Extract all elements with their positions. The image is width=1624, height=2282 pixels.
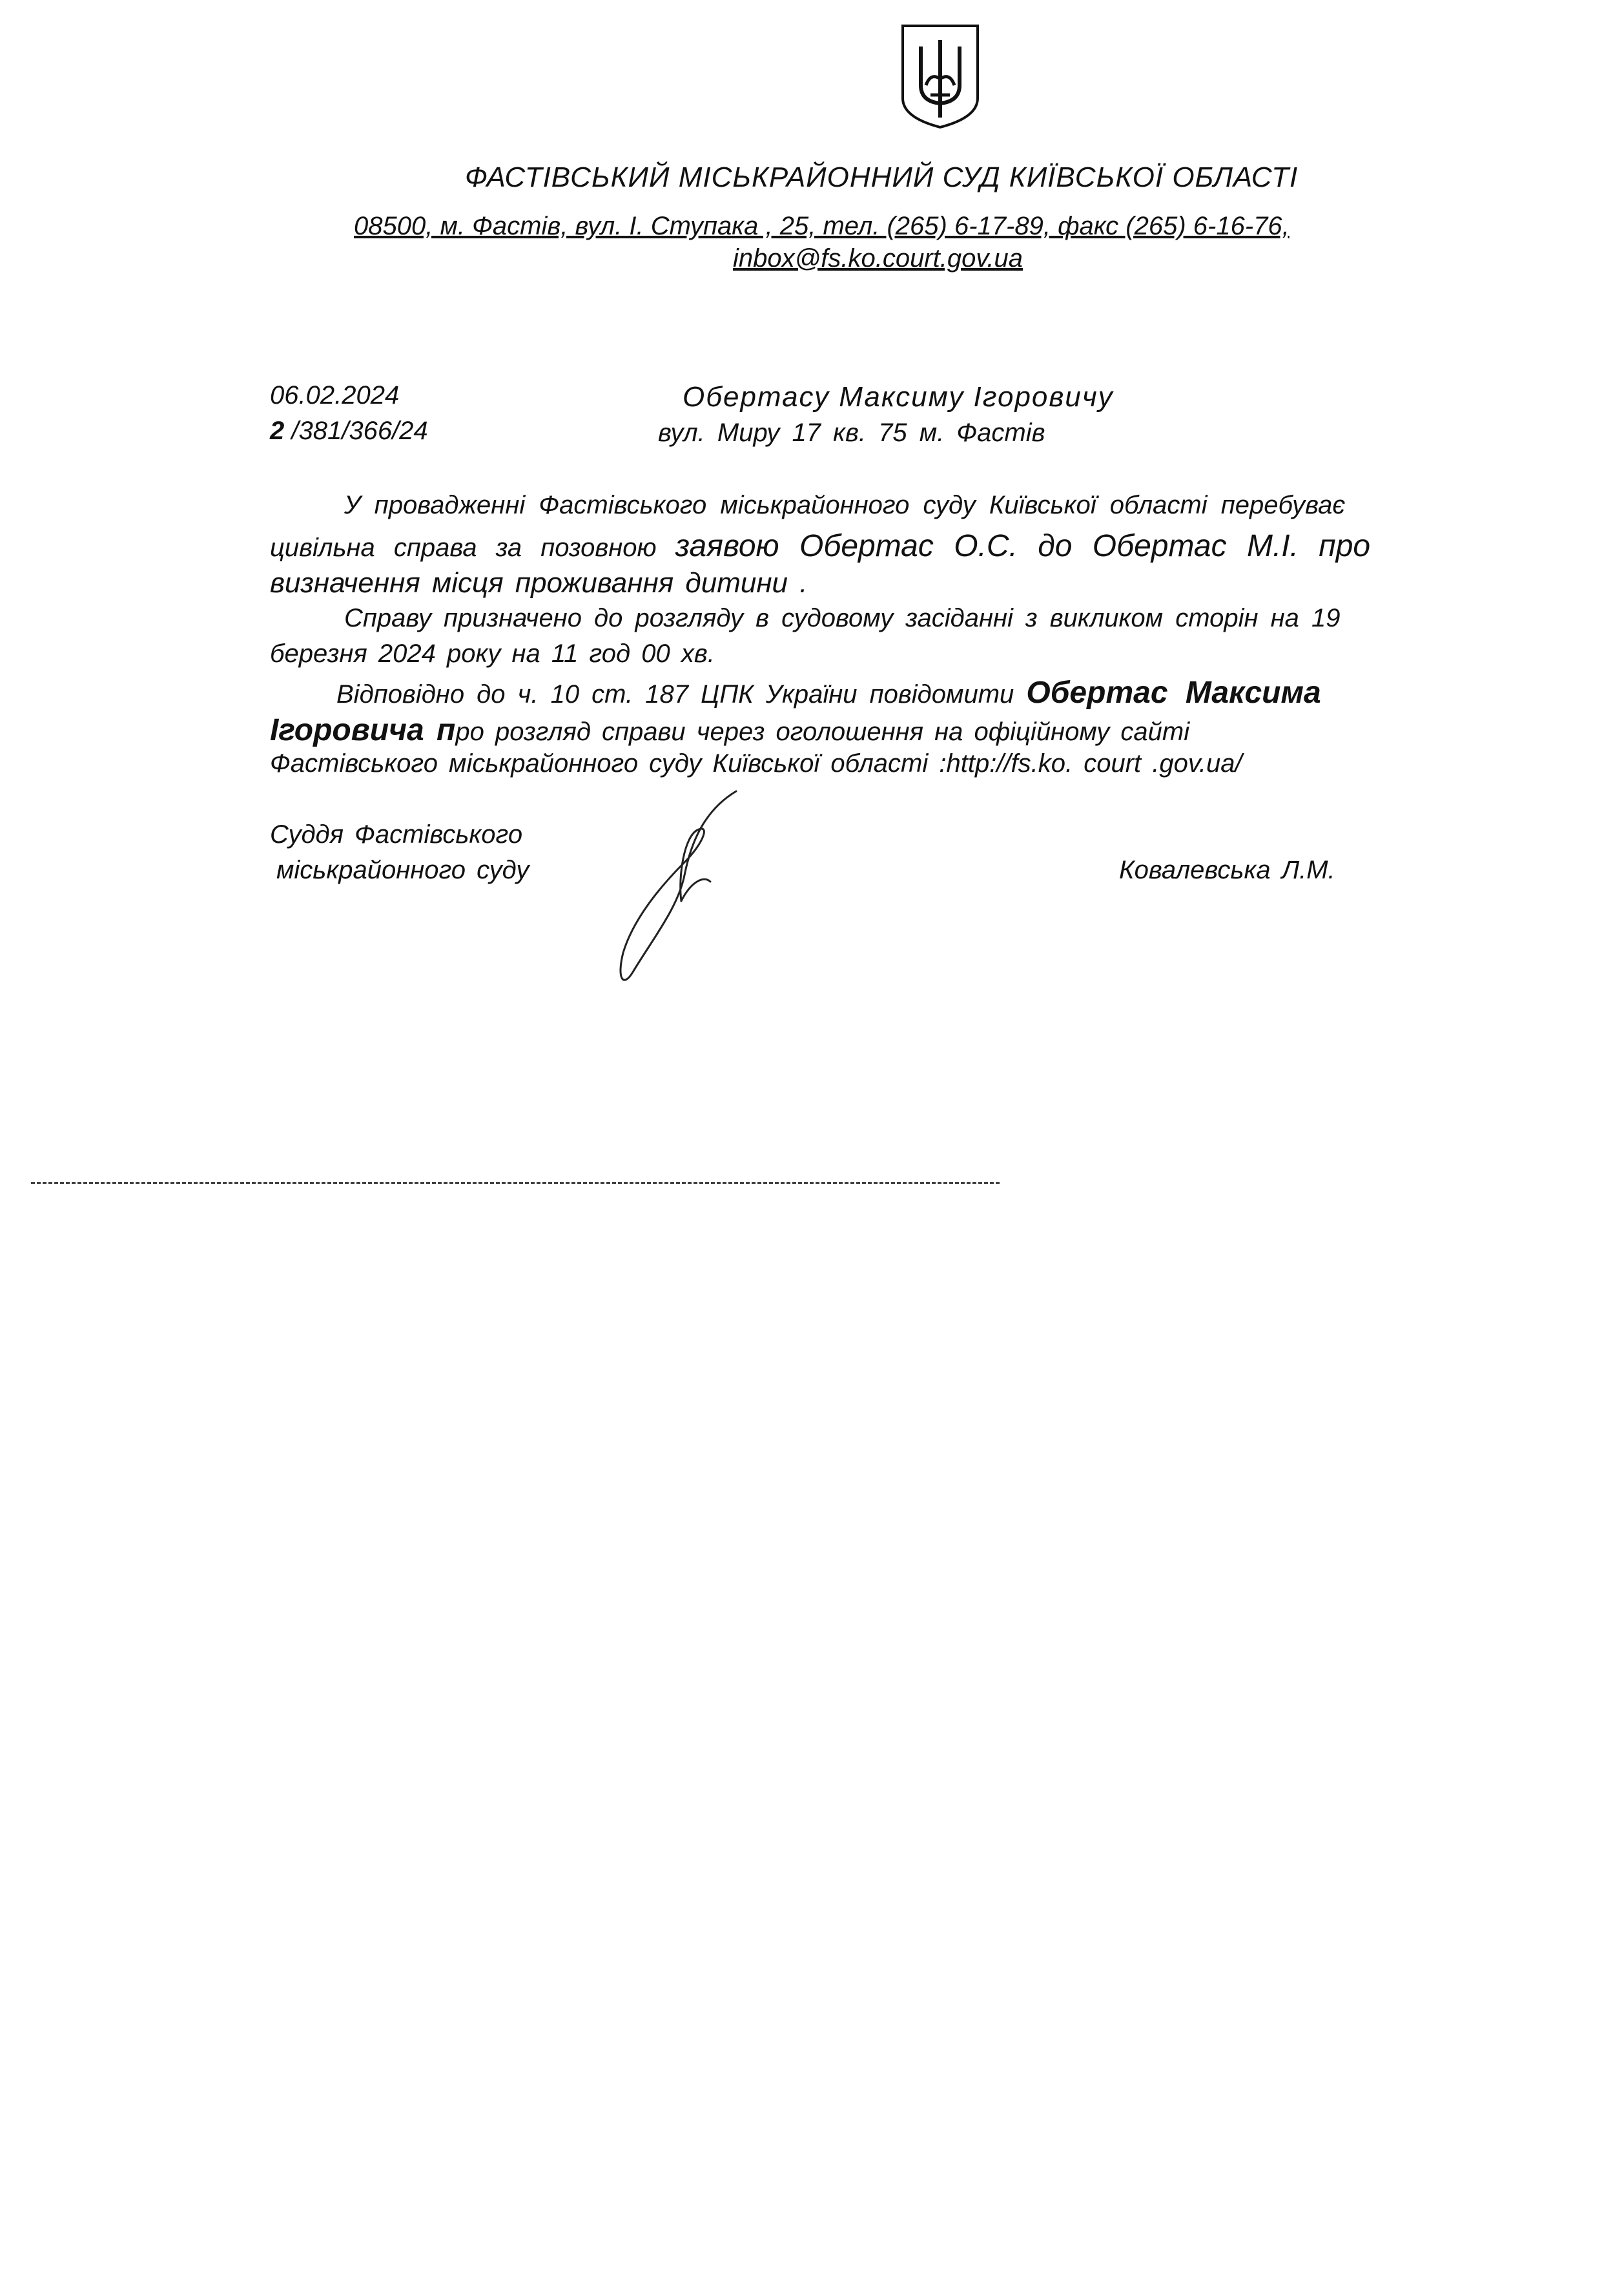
- paragraph-2-line-2: березня 2024 року на 11 год 00 хв.: [270, 639, 715, 668]
- judge-name: Ковалевська Л.М.: [1119, 856, 1335, 884]
- paragraph-3-line-2: [270, 712, 1189, 748]
- paragraph-3-line-1-text: Відповідно до ч. 10 ст. 187 ЦПК України повідомити: [336, 680, 1027, 709]
- paragraph-1-line-3: визначення місця проживання дитини .: [270, 567, 808, 599]
- paragraph-3-line-1-bold: Обертас Максима: [1026, 676, 1321, 710]
- document-date: 06.02.2024: [270, 381, 400, 410]
- paragraph-1-line-2: [270, 528, 1370, 564]
- document-number: [270, 417, 428, 446]
- paragraph-3-line-1: [336, 675, 1321, 711]
- court-email[interactable]: inbox@fs.ko.court.gov.ua: [733, 244, 1023, 273]
- recipient-address: вул. Миру 17 кв. 75 м. Фастів: [658, 419, 1045, 447]
- paragraph-2-line-1: Справу призначено до розгляду в судовому засіданні з викликом сторін на 19: [344, 604, 1341, 632]
- signature-title-line-2: міськрайонного суду: [276, 856, 529, 884]
- paragraph-1-line-1: У провадженні Фастівського міськрайонного суду Київської області перебуває: [344, 491, 1346, 519]
- number-prefix: 2: [270, 417, 285, 445]
- recipient-name: Обертасу Максиму Ігоровичу: [683, 381, 1114, 413]
- paragraph-3-line-2-text: ро розгляд справи через оголошення на офіційному сайті: [455, 718, 1190, 746]
- coat-of-arms-icon: [895, 21, 985, 130]
- court-address: 08500, м. Фастів, вул. І. Ступака , 25, тел. (265) 6-17-89, факс (265) 6-16-76,: [354, 212, 1290, 240]
- paragraph-1-line-2-part-a: цивільна справа за позовною: [270, 534, 675, 562]
- paragraph-1-line-2-part-b: заявою Обертас О.С. до Обертас М.І. про: [675, 529, 1371, 563]
- handwritten-signature: [607, 785, 762, 991]
- paragraph-3-line-3: Фастівського міськрайонного суду Київської області :http://fs.ko. court .gov.ua/: [270, 749, 1242, 778]
- court-name: ФАСТІВСЬКИЙ МІСЬКРАЙОННИЙ СУД КИЇВСЬКОЇ ОБЛАСТІ: [465, 161, 1299, 193]
- number-rest: /381/366/24: [284, 417, 428, 445]
- paragraph-3-line-2-bold: Ігоровича п: [270, 713, 456, 747]
- divider-line: [31, 1182, 1000, 1184]
- signature-title-line-1: Суддя Фастівського: [270, 820, 523, 849]
